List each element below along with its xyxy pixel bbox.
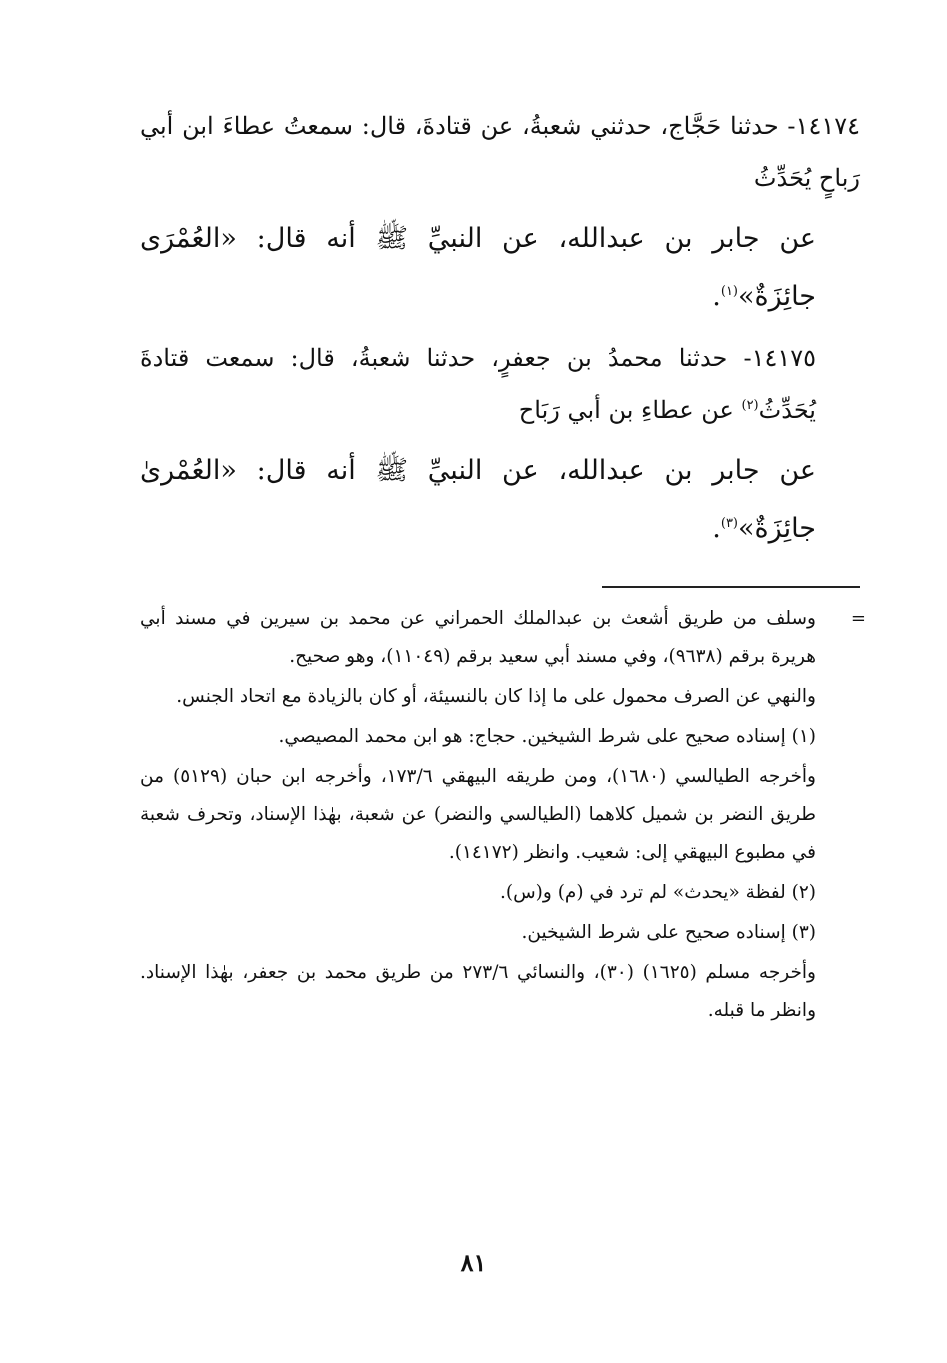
footnote-divider [602, 586, 860, 588]
hadith-14175-matn: عن جابر بن عبدالله، عن النبيِّ ﷺ أنه قال: «العُمْرىٰ جائِزَةٌ»$^{(٣)}$. [140, 455, 816, 544]
footnote-ref-1: (١) [720, 284, 738, 299]
footnotes [140, 600, 866, 1030]
footnote-2: (٢) لفظة «يحدث» لم ترد في (م) و(س). [499, 882, 816, 903]
footnote-1-takhrij: وأخرجه الطيالسي (١٦٨٠)، ومن طريقه البيهقي ١٧٣/٦، وأخرجه ابن حبان (٥١٢٩) من طريق النضر بن شميل كلاهما (الطيالسي والنضر) عن شعبة، بهٰذا الإسناد، وتحرف شعبة في مطبوع البيهقي إلى: شعيب. وانظر (١٤١٧٢). [140, 766, 816, 863]
footnote-ref-3: (٣) [720, 516, 738, 531]
footnote-ref-2: (٢) [741, 398, 759, 413]
main-text [140, 100, 860, 558]
footnote-3: (٣) إسناده صحيح على شرط الشيخين. [521, 922, 816, 943]
footnote-continuation: = وسلف من طريق أشعث بن عبدالملك الحمراني عن محمد بن سيرين في مسند أبي هريرة برقم (٩٦٣٨)، وفي مسند أبي سعيد برقم (١١٠٤٩)، وهو صحيح. [140, 600, 860, 676]
page-body [140, 100, 866, 1032]
page-number: ٨١ [460, 1248, 487, 1277]
footnote-3-takhrij: وأخرجه مسلم (١٦٢٥) (٣٠)، والنسائي ٢٧٣/٦ من طريق محمد بن جعفر، بهٰذا الإسناد. وانظر ما قبله. [140, 962, 816, 1021]
footnote-1: (١) إسناده صحيح على شرط الشيخين. حجاج: هو ابن محمد المصيصي. [278, 726, 816, 747]
hadith-14174-matn: عن جابر بن عبدالله، عن النبيِّ ﷺ أنه قال: «العُمْرَى جائِزَةٌ»$^{(١)}$. [140, 223, 816, 312]
footnote-note-sarf: والنهي عن الصرف محمول على ما إذا كان بالنسيئة، أو كان بالزيادة مع اتحاد الجنس. [176, 686, 816, 707]
hadith-14175-isnad: ١٤١٧٥- حدثنا محمدُ بن جعفرٍ، حدثنا شعبةُ، قال: سمعت قتادةَ يُحَدِّثُ$^{(٢)}$ عن عطاءِ بن أبي رَبَاح [140, 344, 817, 424]
continuation-mark: = [850, 608, 866, 629]
hadith-14174-isnad: ١٤١٧٤- حدثنا حَجَّاج، حدثني شعبةُ، عن قتادةَ، قال: سمعتُ عطاءَ ابن أبي رَباحٍ يُحَدِّثُ [140, 112, 860, 192]
